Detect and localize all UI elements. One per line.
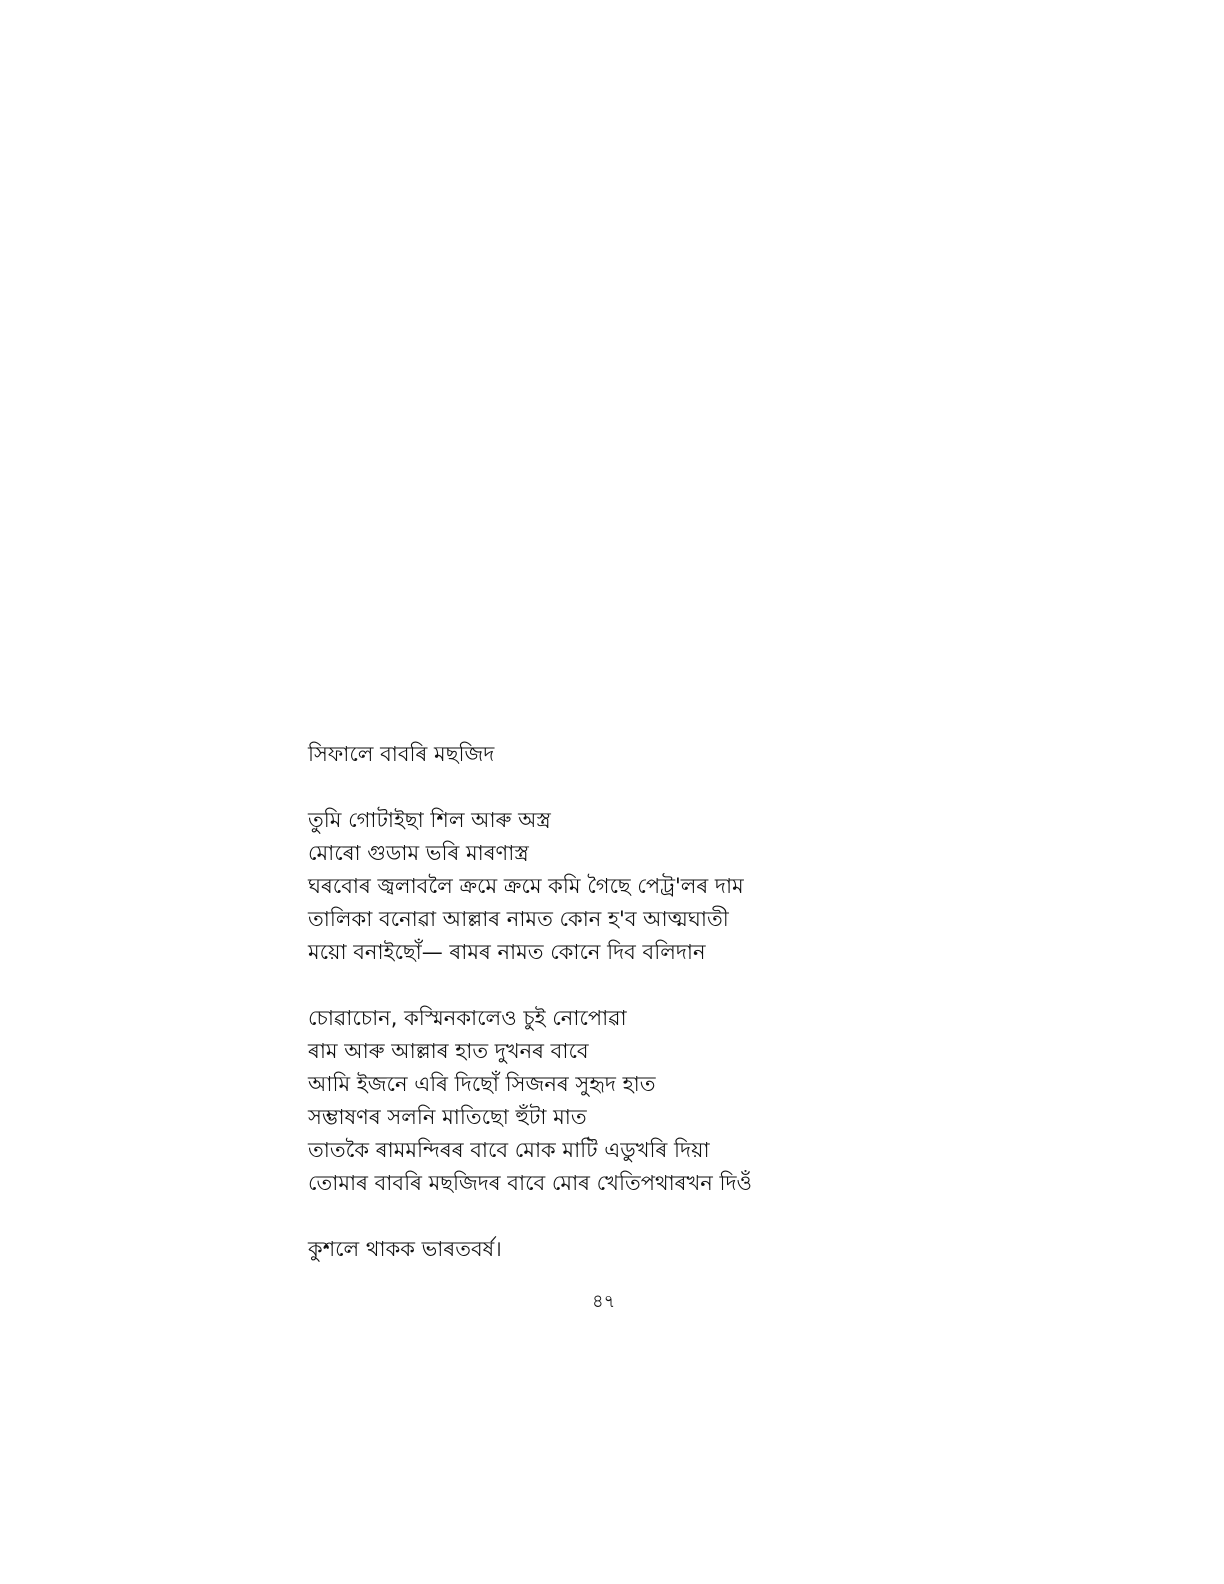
stanza-2 (308, 1002, 928, 1200)
page-number: ৪৭ (592, 1291, 616, 1312)
poem-line: ৰাম আৰু আল্লাৰ হাত দুখনৰ বাবে (308, 1039, 589, 1063)
stanza-1 (308, 804, 928, 969)
poem-line: ঘৰবোৰ জ্বলাবলৈ ক্ৰমে ক্ৰমে কমি গৈছে পেট্ৰ'লৰ দাম (308, 874, 744, 898)
poem-line: মোৰো গুডাম ভৰি মাৰণাস্ত্র (308, 841, 529, 865)
poem-line: সম্ভাষণৰ সলনি মাতিছো হুঁটা মাত (308, 1105, 587, 1129)
poem-line: তাতকৈ ৰামমন্দিৰৰ বাবে মোক মাটি এডুখৰি দিয়া (308, 1138, 710, 1162)
poem-line: তালিকা বনোৱা আল্লাৰ নামত কোন হ'ব আত্মঘাতী (308, 907, 729, 931)
poem-line: ময়ো বনাইছোঁ— ৰামৰ নামত কোনে দিব বলিদান (308, 940, 706, 964)
poem-line: চোৱাচোন, কস্মিনকালেও চুই নোপোৱা (308, 1006, 627, 1030)
poem-line: তোমাৰ বাবৰি মছজিদৰ বাবে মোৰ খেতিপথাৰখন দিওঁ (308, 1171, 752, 1195)
poem-line: আমি ইজনে এৰি দিছোঁ সিজনৰ সুহৃদ হাত (308, 1072, 656, 1096)
poem-closing-line: কুশলে থাকক ভাৰতবৰ্ষ। (308, 1237, 502, 1261)
poem-line: তুমি গোটাইছা শিল আৰু অস্ত্র (308, 808, 551, 832)
poem (308, 738, 928, 1266)
poem-title: সিফালে বাবৰি মছজিদ (308, 742, 495, 766)
